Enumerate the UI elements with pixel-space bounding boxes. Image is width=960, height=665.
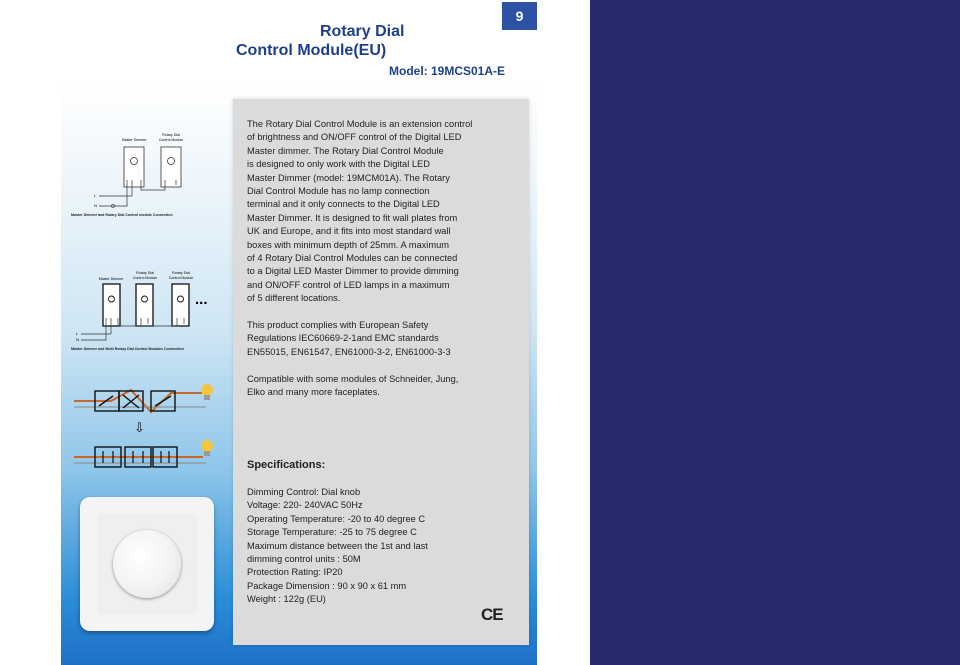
more-modules-ellipsis: ... [195,291,208,308]
multi-connection-diagram [73,268,238,348]
spec-item: Protection Rating: IP20 [247,567,343,578]
spec-item: Storage Temperature: -25 to 75 degree C [247,527,417,538]
multi-rotary-a-line2: Control Module [132,276,158,280]
spec-item: Weight : 122g (EU) [247,594,326,605]
multi-master-label: Master Dimmer [98,277,124,281]
description-text [247,118,525,413]
two-way-wiring-illustration [71,378,221,423]
description-paragraph-1: The Rotary Dial Control Module is an extension control of brightness and ON/OFF control of the Digital LED Master dimmer. The Rotary Dial Control Module is designed to only work with the Digital LED Master Dimmer (model: 19MCM01A). The Rotary Dial Control Module has no lamp connection terminal and it only connects to the Digital LED Master Dimmer. It is designed to fit wall plates from UK and Europe, and it fits into most standard wall boxes with minimum depth of 25mm. A maximum of 4 Rotary Dial Control Modules can be connected to a Digital LED Master Dimmer to provide dimming and ON/OFF control of LED lamps in a maximum of 5 different locations. [247,119,473,304]
dial-knob [113,530,181,598]
blank-blue-page [590,0,960,665]
rotary-label-line2: Control Module [158,138,184,142]
ce-mark: CE [481,605,503,624]
multi-rotary-b-line1: Rotary Dial [172,271,190,275]
spec-item: Voltage: 220- 240VAC 50Hz [247,500,363,511]
single-connection-diagram [91,130,211,210]
arrow-down-icon: ⇩ [134,420,145,435]
bulb-icon-2 [201,440,213,452]
diagram-caption-2: Master Dimmer and Multi Rotary Dial Control Modules Connection [71,347,184,351]
multi-live-label: L [76,331,79,336]
multi-rotary-a-line1: Rotary Dial [136,271,154,275]
catalog-page [61,0,537,665]
master-dimmer-label: Master Dimmer [121,138,147,142]
spec-item: dimming control units : 50M [247,554,361,565]
multi-neutral-label: N [76,337,79,342]
spec-item: Operating Temperature: -20 to 40 degree C [247,513,426,524]
multi-way-wiring-illustration [71,437,221,477]
rotary-module-box [161,147,181,187]
multi-rotary-b-line2: Control Module [168,276,194,280]
rotary-label-line1: Rotary Dial [162,133,180,137]
specifications-heading: Specifications: [247,459,326,471]
bulb-icon [201,384,213,396]
title-line-1: Rotary Dial [320,23,405,40]
specifications-list [247,486,525,607]
page-number: 9 [502,2,537,30]
live-label: L [94,193,97,198]
description-box [233,99,529,645]
diagram-caption-1: Master Dimmer and Rotary Dial Control module Connection [71,213,173,217]
spec-item: Maximum distance between the 1st and last [247,540,428,551]
spec-item: Package Dimension : 90 x 90 x 61 mm [247,580,407,591]
neutral-label: N [94,203,97,208]
description-paragraph-2: This product complies with European Safety Regulations IEC60669-2-1and EMC standards EN55015, EN61547, EN61000-3-2, EN61000-3-3 [247,320,451,357]
title-line-2: Control Module(EU) [236,42,387,59]
model-number: Model: 19MCS01A-E [389,64,506,78]
page-title [236,22,516,60]
description-paragraph-3: Compatible with some modules of Schneider, Jung, Elko and many more faceplates. [247,373,459,398]
product-photo [80,497,214,631]
spec-item: Dimming Control: Dial knob [247,487,361,497]
